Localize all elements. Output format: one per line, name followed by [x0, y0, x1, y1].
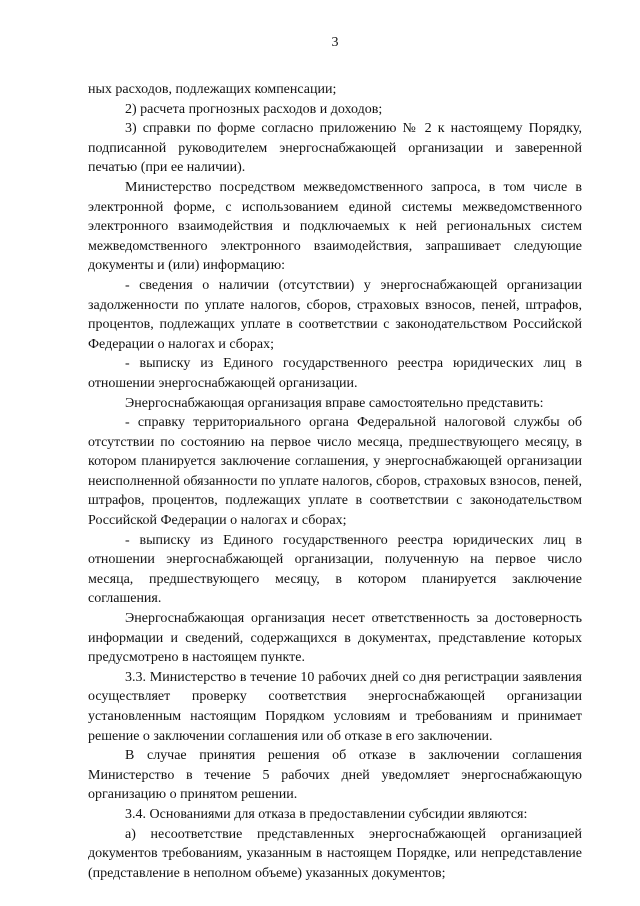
paragraph: - справку территориального органа Федеральной налоговой службы об отсутствии по состоянию на первое число месяца, предшествующего месяцу, в котором планируется заключение соглашения, у энергоснабжающей организации неисполненной обязанности по уплате налогов, сборов, страховых взносов, пеней, штрафов, процентов, подлежащих уплате в соответствии с законодательством Российской Федерации о налогах и сборах; [88, 415, 583, 529]
document-body [88, 80, 582, 883]
paragraph: Энергоснабжающая организация несет ответственность за достоверность информации и сведений, содержащихся в документах, представление которых предусмотрено в настоящем пункте. [88, 611, 582, 666]
paragraph: Министерство посредством межведомственного запроса, в том числе в электронной форме, с использованием единой системы межведомственного электронного взаимодействия и подключаемых к ней региональных систем межведомственного электронного взаимодействия, запрашивает следующие документы и (или) информацию: [88, 179, 582, 274]
paragraph: 3.3. Министерство в течение 10 рабочих дней со дня регистрации заявления осуществляет проверку соответствия энергоснабжающей организации установленным настоящим Порядком условиям и требованиям и принимает решение о заключении соглашения или об отказе в его заключении. [88, 669, 582, 744]
page-number: 3 [331, 35, 339, 50]
paragraph: ных расходов, подлежащих компенсации; [88, 82, 337, 97]
paragraph: Энергоснабжающая организация вправе самостоятельно представить: [125, 395, 544, 411]
paragraph: - выписку из Единого государственного реестра юридических лиц в отношении энергоснабжающей организации, полученную на первое число месяца, предшествующего месяцу, в котором планируется заключение соглашения. [88, 532, 582, 607]
document-page [88, 34, 582, 883]
paragraph: 3) справки по форме согласно приложению № 2 к настоящему Порядку, подписанной руководителем энергоснабжающей организации и заверенной печатью (при ее наличии). [88, 121, 582, 176]
paragraph: - сведения о наличии (отсутствии) у энергоснабжающей организации задолженности по уплате налогов, сборов, страховых взносов, пеней, штрафов, процентов, подлежащих уплате в соответствии с законодательством Российской Федерации о налогах и сборах; [88, 277, 582, 352]
paragraph: - выписку из Единого государственного реестра юридических лиц в отношении энергоснабжающей организации. [88, 356, 582, 391]
paragraph: 3.4. Основаниями для отказа в предоставлении субсидии являются: [125, 806, 528, 822]
paragraph: В случае принятия решения об отказе в заключении соглашения Министерство в течение 5 рабочих дней уведомляет энергоснабжающую организацию о принятом решении. [88, 748, 582, 803]
paragraph: а) несоответствие представленных энергоснабжающей организацией документов требованиям, указанным в настоящем Порядке, или непредставление (представление в неполном объеме) указанных документов; [88, 826, 582, 881]
paragraph: 2) расчета прогнозных расходов и доходов; [125, 101, 383, 117]
